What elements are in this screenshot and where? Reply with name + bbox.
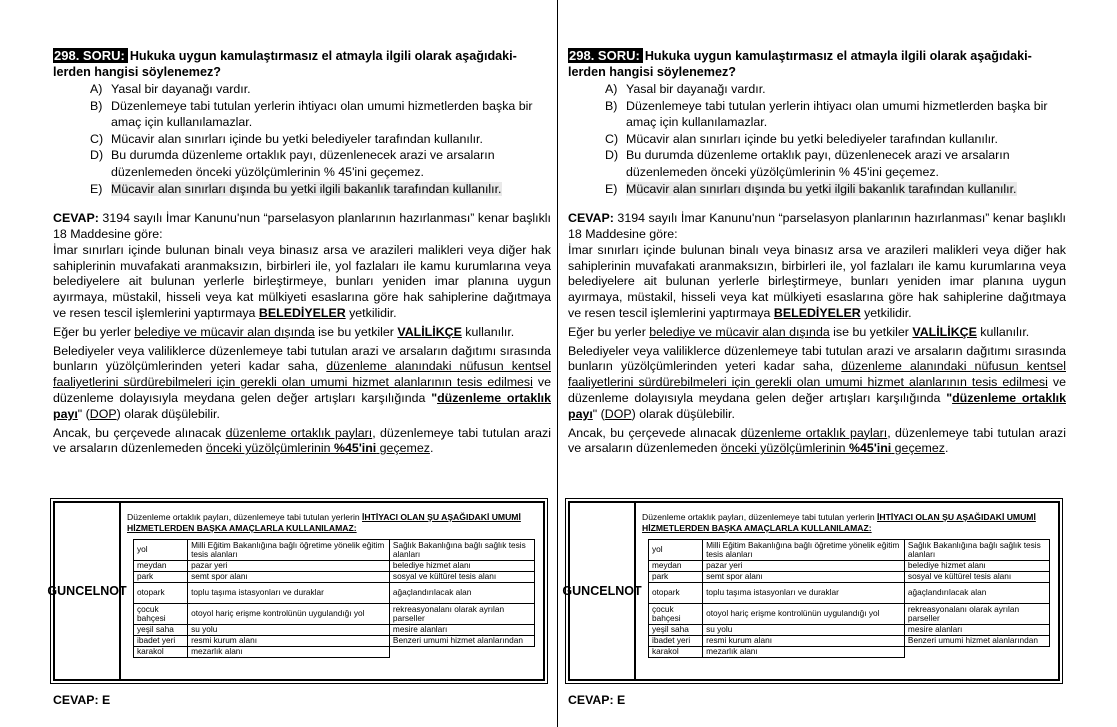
table-row [134, 624, 535, 635]
option-c[interactable]: C) Mücavir alan sınırları içinde bu yetki belediyeler tarafından kullanılır. [605, 131, 998, 146]
table-cell: mesire alanları [389, 624, 534, 635]
note-label: GUNCEL NOT [55, 503, 121, 679]
table-row [134, 539, 535, 560]
option-list [605, 81, 1066, 197]
answer-paragraph-4: Ancak, bu çerçevede alınacak düzenleme ortaklık payları, düzenlemeye tabi tutulan arazi ve arsaların düzenlemeden önceki yüzölçümlerinin %45'ini geçemez. [568, 425, 1067, 456]
table-cell: meydan [649, 560, 703, 571]
table-cell: Sağlık Bakanlığına bağlı sağlık tesis alanları [389, 539, 534, 560]
table-row [134, 646, 535, 657]
question-column-left [53, 48, 551, 457]
table-cell: yol [649, 539, 703, 560]
option-d[interactable]: D) Bu durumda düzenleme ortaklık payı, düzenlenecek arazi ve arsaların düzenlemeden önceki yüzölçümlerinin % 45'ini geçemez. [605, 148, 1010, 179]
table-cell: resmi kurum alanı [703, 635, 905, 646]
table-cell: mezarlık alanı [188, 646, 390, 657]
table-row [134, 603, 535, 624]
answer-explanation [568, 211, 1066, 457]
question-number: 298. SORU: [568, 48, 643, 63]
current-note-box-left [47, 498, 548, 684]
table-cell: Milli Eğitim Bakanlığına bağlı öğretime yönelik eğitim tesis alanları [703, 539, 905, 560]
table-cell: pazar yeri [703, 560, 905, 571]
note-body [127, 512, 539, 658]
answer-paragraph-1: İmar sınırları içinde bulunan binalı veya binasız arsa ve arazileri malikleri veya diğer hak sahiplerinin muvafakati aranmaksızın, birbirleri ile, yol fazlaları ile kamu kurumlarına veya belediyelere ait bulunan yerlerle birleştirmeye, bunları yeniden imar planına uygun ayırmaya, müstakil, hisseli veya kat mülkiyeti esaslarına göre hak sahiplerine dağıtmaya ve resen tescil işlemlerini yaptırmaya BELEDİYELER yetkilidir. [568, 242, 1066, 320]
table-row [134, 560, 535, 571]
table-row [649, 582, 1050, 603]
table-cell: karakol [649, 646, 703, 657]
option-list [90, 81, 551, 197]
table-row [649, 539, 1050, 560]
question-text: 298. SORU: Hukuka uygun kamulaştırmasız el atmayla ilgili olarak aşağıdaki- lerden hangisi söylenemez? [53, 48, 517, 79]
table-cell: pazar yeri [188, 560, 390, 571]
column-divider [557, 0, 558, 727]
table-cell: ibadet yeri [134, 635, 188, 646]
table-cell: ağaçlandırılacak alan [904, 582, 1049, 603]
option-b[interactable]: B) Düzenlemeye tabi tutulan yerlerin ihtiyacı olan umumi hizmetlerden başka bir amaç için kullanılamazlar. [605, 98, 1048, 130]
option-a[interactable]: A) Yasal bir dayanağı vardır. [90, 82, 251, 96]
question-text: 298. SORU: Hukuka uygun kamulaştırmasız el atmayla ilgili olarak aşağıdaki- lerden hangisi söylenemez? [568, 48, 1032, 79]
answer-intro: CEVAP: 3194 sayılı İmar Kanunu'nun “parselasyon planlarının hazırlanması” kenar başlıklı 18 Maddesine göre: [568, 211, 1066, 241]
table-cell: semt spor alanı [188, 571, 390, 582]
table-cell: yol [134, 539, 188, 560]
question-number: 298. SORU: [53, 48, 128, 63]
table-cell: Benzeri umumi hizmet alanlarından [389, 635, 534, 646]
final-answer: CEVAP: E [568, 693, 626, 707]
table-cell: çocuk bahçesi [649, 603, 703, 624]
table-row [649, 624, 1050, 635]
table-cell: otopark [134, 582, 188, 603]
table-cell: su yolu [188, 624, 390, 635]
table-cell [904, 646, 1049, 657]
table-cell: Benzeri umumi hizmet alanlarından [904, 635, 1049, 646]
table-cell: sosyal ve kültürel tesis alanı [389, 571, 534, 582]
table-cell: Sağlık Bakanlığına bağlı sağlık tesis alanları [904, 539, 1049, 560]
table-cell [389, 646, 534, 657]
note-label: GUNCEL NOT [570, 503, 636, 679]
answer-paragraph-2: Eğer bu yerler belediye ve mücavir alan dışında ise bu yetkiler VALİLİKÇE kullanılır. [53, 324, 515, 339]
note-header: Düzenleme ortaklık payları, düzenlemeye tabi tutulan yerlerin İHTİYACI OLAN ŞU AŞAĞIDAKİ UMUMİ HİZMETLERDEN BAŞKA AMAÇLARLA KULLANILAMAZ: [127, 512, 521, 533]
option-e[interactable]: E) Mücavir alan sınırları dışında bu yetki ilgili bakanlık tarafından kullanılır. [605, 181, 1017, 196]
table-cell: otoyol hariç erişme kontrolünün uygulandığı yol [703, 603, 905, 624]
table-cell: mezarlık alanı [703, 646, 905, 657]
table-cell: toplu taşıma istasyonları ve duraklar [188, 582, 390, 603]
table-cell: semt spor alanı [703, 571, 905, 582]
answer-intro: CEVAP: 3194 sayılı İmar Kanunu'nun “parselasyon planlarının hazırlanması” kenar başlıklı 18 Maddesine göre: [53, 211, 551, 241]
table-row [134, 635, 535, 646]
table-cell: karakol [134, 646, 188, 657]
table-row [649, 560, 1050, 571]
final-answer: CEVAP: E [53, 693, 111, 707]
option-e[interactable]: E) Mücavir alan sınırları dışında bu yetki ilgili bakanlık tarafından kullanılır. [90, 181, 502, 196]
table-cell: rekreasyonalanı olarak ayrılan parseller [389, 603, 534, 624]
table-row [134, 582, 535, 603]
option-d[interactable]: D) Bu durumda düzenleme ortaklık payı, düzenlenecek arazi ve arsaların düzenlemeden önceki yüzölçümlerinin % 45'ini geçemez. [90, 148, 495, 179]
table-row [649, 603, 1050, 624]
table-cell: ağaçlandırılacak alan [389, 582, 534, 603]
option-c[interactable]: C) Mücavir alan sınırları içinde bu yetki belediyeler tarafından kullanılır. [90, 131, 483, 146]
table-cell: yeşil saha [649, 624, 703, 635]
note-header: Düzenleme ortaklık payları, düzenlemeye tabi tutulan yerlerin İHTİYACI OLAN ŞU AŞAĞIDAKİ UMUMİ HİZMETLERDEN BAŞKA AMAÇLARLA KULLANILAMAZ: [642, 512, 1036, 533]
table-cell: Milli Eğitim Bakanlığına bağlı öğretime yönelik eğitim tesis alanları [188, 539, 390, 560]
table-cell: mesire alanları [904, 624, 1049, 635]
table-cell: yeşil saha [134, 624, 188, 635]
table-row [649, 571, 1050, 582]
answer-paragraph-2: Eğer bu yerler belediye ve mücavir alan dışında ise bu yetkiler VALİLİKÇE kullanılır. [568, 324, 1030, 339]
answer-paragraph-3: Belediyeler veya valiliklerce düzenlemeye tabi tutulan arazi ve arsaların dağıtımı sırasında bunların yüzölçümlerinden yeteri kadar saha, düzenleme alanındaki nüfusun kentsel faaliyetlerini sürdürebilmeleri için gerekli olan umumi hizmet alanlarının tesis edilmesi ve düzenleme dolayısıyla meydana gelen değer artışları karşılığında "düzenleme ortaklık payı" (DOP) olarak düşülebilir. [53, 343, 551, 421]
table-cell: park [649, 571, 703, 582]
table-cell: rekreasyonalanı olarak ayrılan parseller [904, 603, 1049, 624]
option-b[interactable]: B) Düzenlemeye tabi tutulan yerlerin ihtiyacı olan umumi hizmetlerden başka bir amaç için kullanılamazlar. [90, 98, 533, 130]
public-services-table [648, 539, 1050, 658]
table-row [649, 646, 1050, 657]
answer-explanation [53, 211, 551, 457]
table-cell: otopark [649, 582, 703, 603]
table-cell: sosyal ve kültürel tesis alanı [904, 571, 1049, 582]
answer-paragraph-3: Belediyeler veya valiliklerce düzenlemeye tabi tutulan arazi ve arsaların dağıtımı sırasında bunların yüzölçümlerinden yeteri kadar saha, düzenleme alanındaki nüfusun kentsel faaliyetlerini sürdürebilmeleri için gerekli olan umumi hizmet alanlarının tesis edilmesi ve düzenleme dolayısıyla meydana gelen değer artışları karşılığında "düzenleme ortaklık payı" (DOP) olarak düşülebilir. [568, 343, 1066, 421]
table-cell: park [134, 571, 188, 582]
answer-paragraph-1: İmar sınırları içinde bulunan binalı veya binasız arsa ve arazileri malikleri veya diğer hak sahiplerinin muvafakati aranmaksızın, birbirleri ile, yol fazlaları ile kamu kurumlarına veya belediyelere ait bulunan yerlerle birleştirmeye, bunları yeniden imar planına uygun ayırmaya, müstakil, hisseli veya kat mülkiyeti esaslarına göre hak sahiplerine dağıtmaya ve resen tescil işlemlerini yaptırmaya BELEDİYELER yetkilidir. [53, 242, 551, 320]
table-cell: ibadet yeri [649, 635, 703, 646]
answer-paragraph-4: Ancak, bu çerçevede alınacak düzenleme ortaklık payları, düzenlemeye tabi tutulan arazi ve arsaların düzenlemeden önceki yüzölçümlerinin %45'ini geçemez. [53, 425, 552, 456]
table-cell: resmi kurum alanı [188, 635, 390, 646]
current-note-box-right [562, 498, 1063, 684]
question-column-right [568, 48, 1066, 457]
table-cell: otoyol hariç erişme kontrolünün uygulandığı yol [188, 603, 390, 624]
table-cell: belediye hizmet alanı [904, 560, 1049, 571]
table-row [649, 635, 1050, 646]
table-cell: belediye hizmet alanı [389, 560, 534, 571]
option-a[interactable]: A) Yasal bir dayanağı vardır. [605, 82, 766, 96]
table-cell: su yolu [703, 624, 905, 635]
table-row [134, 571, 535, 582]
public-services-table [133, 539, 535, 658]
table-cell: çocuk bahçesi [134, 603, 188, 624]
table-cell: meydan [134, 560, 188, 571]
table-cell: toplu taşıma istasyonları ve duraklar [703, 582, 905, 603]
note-body [642, 512, 1054, 658]
